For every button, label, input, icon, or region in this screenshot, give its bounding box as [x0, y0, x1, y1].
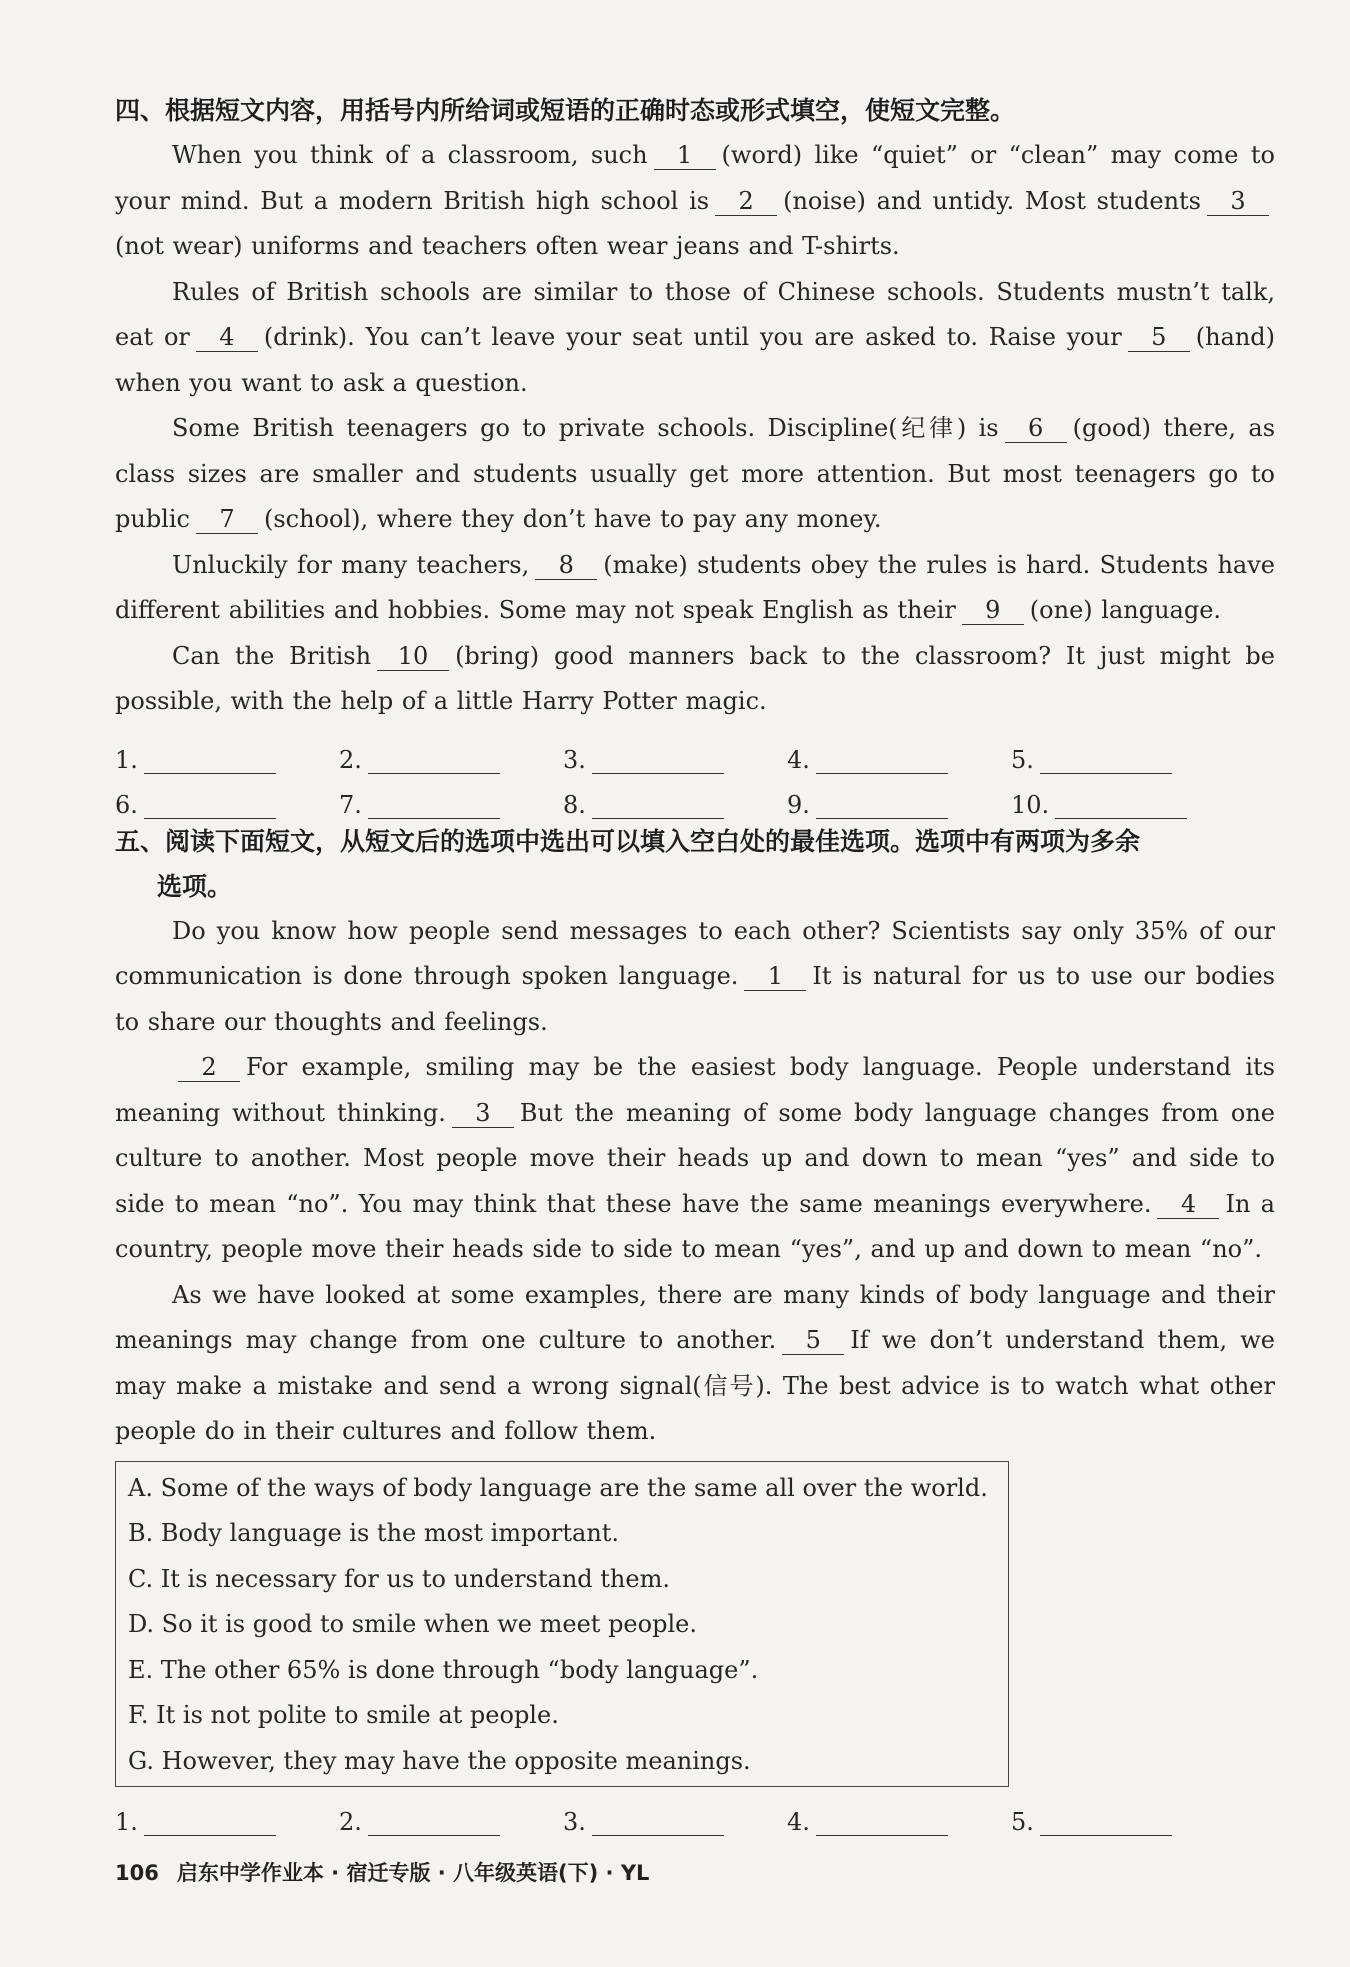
answer-slot[interactable] — [115, 746, 339, 774]
heading-line-2: 选项。 — [157, 871, 233, 901]
blank-1: 1 — [744, 962, 806, 991]
answer-line[interactable] — [816, 792, 948, 819]
option-c: C. It is necessary for us to understand them. — [128, 1564, 670, 1593]
answer-slot[interactable] — [1011, 791, 1235, 819]
text: (noise) and untidy. Most students — [783, 186, 1201, 215]
heading-line-1: 五、阅读下面短文，从短文后的选项中选出可以填入空白处的最佳选项。选项中有两项为多余 — [115, 826, 1141, 856]
text: As we have looked at some examples, there are many kinds of body language and their meanings may change from one culture to another. — [115, 1280, 1275, 1354]
answer-number: 6. — [115, 790, 138, 819]
text: (drink). You can’t leave your seat until you are asked to. Raise your — [263, 323, 1122, 351]
options-box — [115, 1461, 1009, 1788]
answer-line[interactable] — [1055, 792, 1187, 819]
answer-line[interactable] — [368, 747, 500, 774]
option-b: B. Body language is the most important. — [128, 1519, 620, 1547]
answer-line[interactable] — [144, 792, 276, 819]
answer-line[interactable] — [144, 1809, 276, 1836]
blank-3: 3 — [452, 1099, 514, 1128]
answer-number: 3. — [563, 1808, 586, 1836]
section5-paragraph-3 — [115, 1273, 1275, 1455]
answer-slot[interactable] — [563, 746, 787, 774]
blank-5: 5 — [1128, 323, 1190, 352]
page-number: 106 — [115, 1861, 159, 1885]
answer-line[interactable] — [1040, 747, 1172, 774]
text: But the meaning of some body language changes from one culture to another. Most people move their heads up and down to mean “yes” and side to side to mean “no”. You may think that these have the same meanings everywhere. — [115, 1098, 1275, 1218]
answer-number: 2. — [339, 745, 362, 774]
page-footer — [115, 1857, 649, 1887]
text: It is natural for us to use our bodies to share our thoughts and feelings. — [115, 962, 1275, 1036]
option-f: F. It is not polite to smile at people. — [128, 1701, 559, 1729]
answer-slot[interactable] — [787, 746, 1011, 774]
section5-paragraph-1 — [115, 909, 1275, 1046]
answer-number: 1. — [115, 1808, 138, 1836]
answer-line[interactable] — [592, 792, 724, 819]
answer-row — [115, 774, 1275, 819]
answer-number: 9. — [787, 790, 810, 819]
blank-10: 10 — [377, 642, 449, 671]
answer-line[interactable] — [368, 1809, 500, 1836]
answer-line[interactable] — [368, 792, 500, 819]
section4-paragraph-5 — [115, 634, 1275, 725]
book-title: 启东中学作业本 · 宿迁专版 · 八年级英语(下) · YL — [176, 1861, 650, 1885]
blank-6: 6 — [1005, 414, 1067, 443]
blank-3: 3 — [1207, 187, 1269, 216]
section5-paragraph-2 — [115, 1045, 1275, 1273]
blank-1: 1 — [654, 141, 716, 170]
text: (bring) good manners back to the classroom? It just might be possible, with the help of a little Harry Potter magic. — [115, 641, 1275, 715]
answer-number: 10. — [1011, 790, 1050, 819]
answer-line[interactable] — [816, 747, 948, 774]
blank-4: 4 — [1157, 1190, 1219, 1219]
answer-row — [115, 729, 1275, 774]
blank-8: 8 — [535, 551, 597, 580]
answer-number: 2. — [339, 1808, 362, 1836]
answer-slot[interactable] — [787, 1808, 1011, 1836]
text: (hand) when you want to ask a question. — [115, 323, 1276, 397]
answer-slot[interactable] — [1011, 746, 1235, 774]
answer-number: 4. — [787, 1808, 810, 1836]
answer-number: 1. — [115, 745, 138, 774]
text: Can the British — [172, 641, 372, 670]
blank-4: 4 — [196, 323, 258, 352]
answer-number: 5. — [1011, 1808, 1034, 1836]
text: (one) language. — [1029, 596, 1222, 624]
answer-number: 7. — [339, 790, 362, 819]
answer-line[interactable] — [592, 747, 724, 774]
blank-2: 2 — [178, 1053, 240, 1082]
answer-slot[interactable] — [339, 1808, 563, 1836]
text: Some British teenagers go to private schools. Discipline(纪律) is — [172, 414, 999, 442]
answer-number: 4. — [787, 745, 810, 774]
option-d: D. So it is good to smile when we meet people. — [128, 1610, 697, 1638]
blank-9: 9 — [962, 596, 1024, 625]
answer-slot[interactable] — [115, 1808, 339, 1836]
text: If we don’t understand them, we may make a mistake and send a wrong signal(信号). The best advice is to watch what other people do in their cultures and follow them. — [115, 1326, 1275, 1445]
answer-slot[interactable] — [563, 1808, 787, 1836]
answer-slot[interactable] — [115, 791, 339, 819]
text: (word) like “quiet” or “clean” may come to your mind. But a modern British high school is — [115, 141, 1275, 215]
blank-7: 7 — [196, 505, 258, 534]
option-e: E. The other 65% is done through “body language”. — [128, 1655, 759, 1684]
text: (not wear) uniforms and teachers often wear jeans and T-shirts. — [115, 232, 900, 260]
text: For example, smiling may be the easiest body language. People understand its meaning without thinking. — [115, 1053, 1275, 1127]
section5-answer-lines — [115, 1791, 1275, 1836]
answer-number: 3. — [563, 745, 586, 774]
answer-line[interactable] — [816, 1809, 948, 1836]
option-a: A. Some of the ways of body language are the same all over the world. — [128, 1473, 988, 1502]
answer-slot[interactable] — [339, 746, 563, 774]
blank-5: 5 — [782, 1326, 844, 1355]
answer-row — [115, 1791, 1275, 1836]
text: (make) students obey the rules is hard. Students have different abilities and hobbies. Some may not speak English as their — [115, 550, 1275, 624]
section4-paragraph-2 — [115, 270, 1275, 407]
answer-number: 5. — [1011, 745, 1034, 774]
blank-2: 2 — [715, 187, 777, 216]
answer-line[interactable] — [144, 747, 276, 774]
text: Do you know how people send messages to each other? Scientists say only 35% of our communication is done through spoken language. — [115, 916, 1275, 990]
text: (good) there, as class sizes are smaller and students usually get more attention. But most teenagers go to public — [115, 414, 1276, 533]
text: Unluckily for many teachers, — [172, 550, 530, 579]
section4-paragraph-4 — [115, 543, 1275, 634]
answer-slot[interactable] — [339, 791, 563, 819]
section4-heading: 四、根据短文内容，用括号内所给词或短语的正确时态或形式填空，使短文完整。 — [115, 96, 1016, 125]
text: In a country, people move their heads side to side to mean “yes”, and up and down to mean “no”. — [115, 1189, 1275, 1263]
section4-answer-lines — [115, 729, 1275, 819]
answer-line[interactable] — [1040, 1809, 1172, 1836]
answer-slot[interactable] — [1011, 1808, 1235, 1836]
answer-slot[interactable] — [563, 791, 787, 819]
section5-heading — [115, 819, 1275, 909]
text: (school), where they don’t have to pay any money. — [263, 505, 882, 533]
section4-paragraph-3 — [115, 406, 1275, 543]
option-g: G. However, they may have the opposite meanings. — [128, 1746, 751, 1775]
text: Rules of British schools are similar to those of Chinese schools. Students mustn’t talk, eat or — [115, 277, 1275, 351]
section4-paragraph-1 — [115, 133, 1275, 270]
answer-line[interactable] — [592, 1809, 724, 1836]
text: When you think of a classroom, such — [172, 141, 648, 169]
answer-slot[interactable] — [787, 791, 1011, 819]
page-content — [115, 88, 1275, 1836]
answer-number: 8. — [563, 790, 586, 819]
